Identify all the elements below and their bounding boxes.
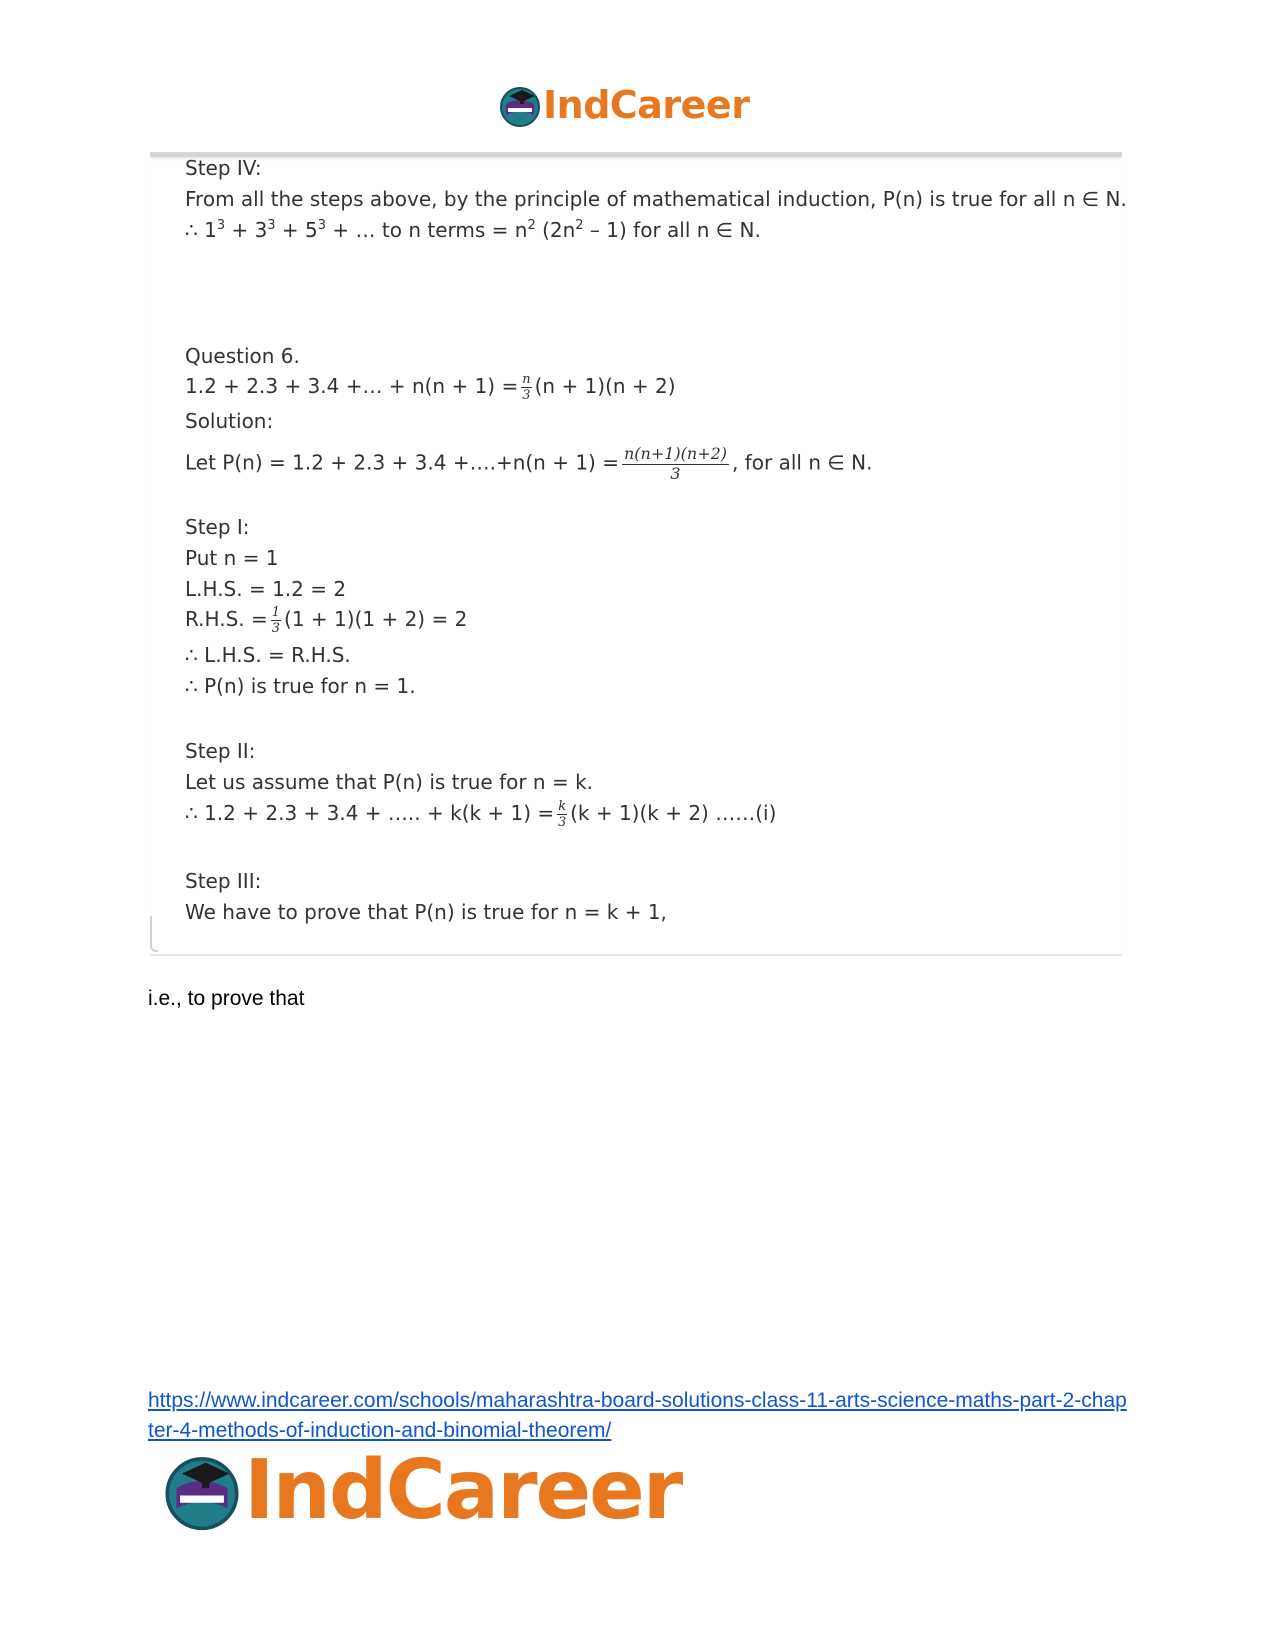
body-text: i.e., to prove that [148,987,305,1010]
brand-name: IndCareer [244,1442,682,1538]
header-logo [497,82,749,128]
solution-screenshot-panel [150,152,1122,956]
source-link[interactable]: https://www.indcareer.com/schools/maharashtra-board-solutions-class-11-arts-science-maths-part-2-chapter-4-methods-of-induction-and-binomial-theorem/ [148,1389,1127,1442]
graduation-cap-globe-icon [497,82,543,128]
step4-heading: Step IV: [185,156,262,180]
brand-name: IndCareer [543,83,750,127]
graduation-cap-globe-icon [160,1448,244,1532]
step1-equality: ∴ L.H.S. = R.H.S. [185,643,351,667]
fraction: $\frac{n}{3}$ [522,372,531,403]
step1-rhs: R.H.S. = $\frac{1}{3}$ (1 + 1)(1 + 2) = 2 [185,605,468,636]
panel-page-curl [150,916,158,952]
step2-heading: Step II: [185,739,256,763]
let-statement: Let P(n) = 1.2 + 2.3 + 3.4 +….+n(n + 1) = $\frac{n(n+1)(n+2)}{3}$ , for all n ∈ N. [185,444,873,483]
fraction: $\frac{n(n+1)(n+2)}{3}$ [623,444,728,483]
step4-result: ∴ $1^3 + 3^3 + 5^3$ + … to n terms = $n^2$ $(2n^2 - 1)$ for all n ∈ N. [185,218,761,242]
step2-assume: Let us assume that P(n) is true for n = k. [185,770,594,794]
question-heading: Question 6. [185,344,300,368]
step1-put: Put n = 1 [185,546,279,570]
fraction: $\frac{1}{3}$ [271,605,281,636]
step1-lhs: L.H.S. = 1.2 = 2 [185,577,347,601]
step3-statement: We have to prove that P(n) is true for n = k + 1, [185,900,667,924]
step1-heading: Step I: [185,515,250,539]
fraction: $\frac{k}{3}$ [558,799,567,830]
step2-equation: ∴ 1.2 + 2.3 + 3.4 + ….. + k(k + 1) = $\frac{k}{3}$ (k + 1)(k + 2) ……(i) [185,799,777,830]
step4-conclusion: From all the steps above, by the principle of mathematical induction, P(n) is true for all n ∈ N. [185,187,1127,211]
solution-heading: Solution: [185,409,274,433]
step1-true: ∴ P(n) is true for n = 1. [185,674,416,698]
step3-heading: Step III: [185,869,262,893]
footer-logo [160,1442,682,1538]
question-statement: 1.2 + 2.3 + 3.4 +… + n(n + 1) = $\frac{n}{3}$ (n + 1)(n + 2) [185,372,676,403]
